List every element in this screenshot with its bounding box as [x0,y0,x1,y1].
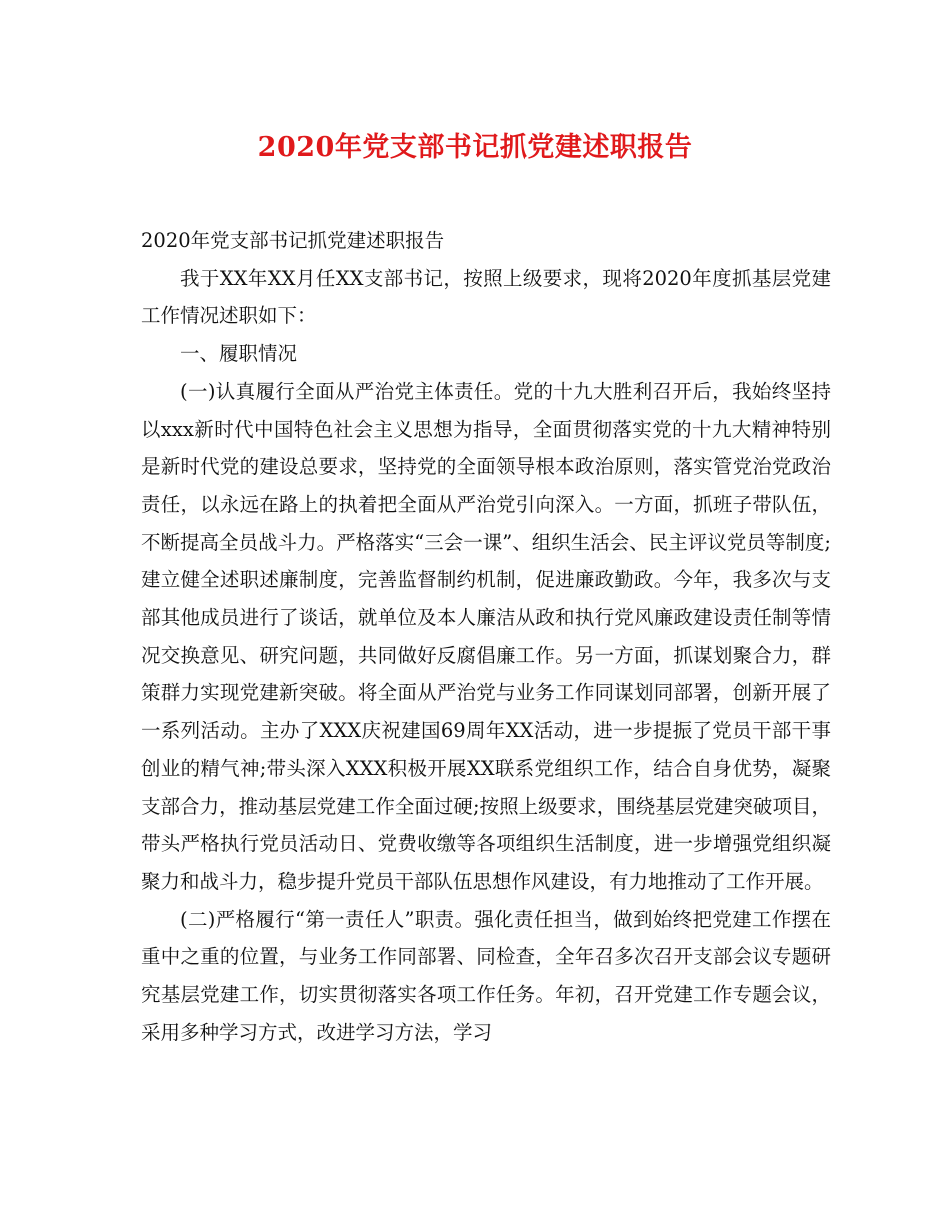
document-title: 2020年党支部书记抓党建述职报告 [257,132,693,163]
paragraph-intro: 我于XX年XX月任XX支部书记，按照上级要求，现将2020年度抓基层党建工作情况述职如下： [141,266,831,328]
paragraph-subtitle: 2020年党支部书记抓党建述职报告 [141,229,445,252]
paragraph-item-1: (一)认真履行全面从严治党主体责任。党的十九大胜利召开后，我始终坚持以xxx新时代中国特色社会主义思想为指导，全面贯彻落实党的十九大精神特别是新时代党的建设总要求，坚持党的全面领导根本政治原则，落实管党治党政治责任，以永远在路上的执着把全面从严治党引向深入。一方面，抓班子带队伍，不断提高全员战斗力。严格落实“三会一课”、组织生活会、民主评议党员等制度;建立健全述职述廉制度，完善监督制约机制，促进廉政勤政。今年，我多次与支部其他成员进行了谈话，就单位及本人廉洁从政和执行党风廉政建设责任制等情况交换意见、研究问题，共同做好反腐倡廉工作。另一方面，抓谋划聚合力，群策群力实现党建新突破。将全面从严治党与业务工作同谋划同部署，创新开展了一系列活动。主办了XXX庆祝建国69周年XX活动，进一步提振了党员干部干事创业的精气神;带头深入XXX积极开展XX联系党组织工作，结合自身优势，凝聚支部合力，推动基层党建工作全面过硬;按照上级要求，围绕基层党建突破项目，带头严格执行党员活动日、党费收缴等各项组织生活制度，进一步增强党组织凝聚力和战斗力，稳步提升党员干部队伍思想作风建设，有力地推动了工作开展。 [141,379,831,893]
paragraph-item-2: (二)严格履行“第一责任人”职责。强化责任担当，做到始终把党建工作摆在重中之重的位置，与业务工作同部署、同检查，全年召多次召开支部会议专题研究基层党建工作，切实贯彻落实各项工作任务。年初，召开党建工作专题会议，采用多种学习方式，改进学习方法，学习 [141,907,831,1044]
section-heading: 一、履职情况 [180,342,298,366]
document-body [141,222,831,1051]
